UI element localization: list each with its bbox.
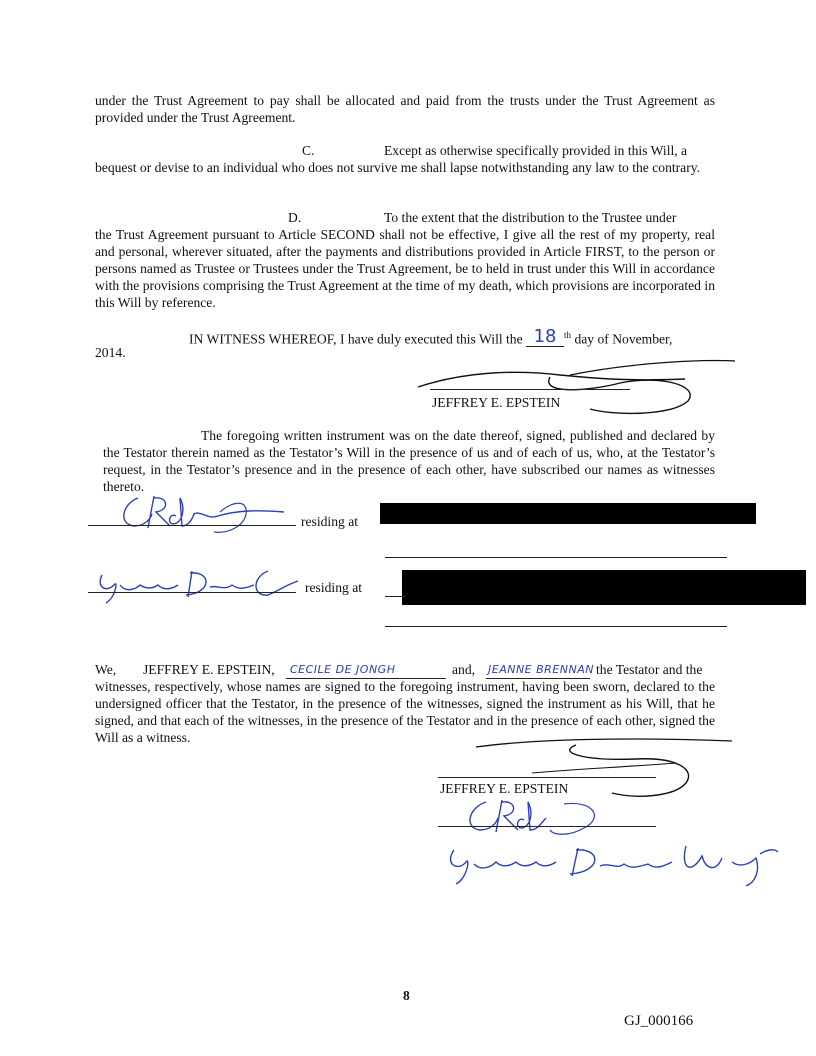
oath-we: We,: [95, 662, 117, 677]
witness-2-signature-line: [88, 592, 296, 593]
paragraph-d-first-line: To the extent that the distribution to the Trustee under: [384, 210, 677, 225]
paragraph-c-label: C.: [302, 143, 315, 158]
testator-signature-1: [400, 355, 740, 425]
residing-at-label-1: residing at: [301, 514, 359, 529]
oath-and: and,: [452, 662, 476, 677]
testator-name-1: JEFFREY E. EPSTEIN: [432, 395, 561, 410]
redacted-address-2: [402, 570, 806, 605]
witness-1-signature-line: [88, 525, 296, 526]
will-year: 2014.: [95, 345, 126, 360]
witness-2-signature-2: [440, 840, 780, 890]
oath-tail: the Testator and the: [596, 662, 703, 677]
witness-1-signature: [108, 490, 298, 540]
paragraph-c-first-line: Except as otherwise specifically provided in this Will, a: [384, 143, 688, 158]
bates-number: GJ_000166: [624, 1013, 694, 1029]
testator-signature-line-2: [438, 777, 656, 778]
residing-at-label-2: residing at: [305, 580, 363, 595]
address-line-2a: [385, 596, 405, 597]
testator-signature-line-1: [430, 389, 630, 390]
witness-signature-line-3: [438, 826, 656, 827]
paragraph-d-label: D.: [288, 210, 302, 225]
day-suffix: th: [564, 330, 572, 340]
page-number: 8: [403, 988, 410, 1003]
paragraph-trust-allocation: under the Trust Agreement to pay shall be allocated and paid from the trusts under the Trust Agreement as provided under the Trust Agreement.: [95, 93, 715, 125]
oath-testator-name: JEFFREY E. EPSTEIN,: [143, 662, 275, 677]
witness-1-signature-2: [454, 796, 644, 842]
witness-lead: IN WITNESS WHEREOF, I have duly executed this Will the: [189, 331, 523, 347]
address-line-1b: [385, 557, 727, 558]
redacted-address-1: [380, 503, 756, 524]
handwritten-witness-1-name: CECILE DE JONGH: [290, 663, 396, 676]
handwritten-witness-2-name: JEANNE BRENNAN: [488, 663, 594, 676]
testator-name-2: JEFFREY E. EPSTEIN: [440, 781, 569, 796]
paragraph-d-body: the Trust Agreement pursuant to Article SECOND shall not be effective, I give all the rest of my property, real and personal, wherever situated, after the payments and distributions provided in Article FIRST, to the person or persons named as Trustee or Trustees under the Trust Agreement, be to held in trust under this Will in accordance with the provisions comprising the Trust Agreement at the time of my death, which provisions are incorporated in this Will by reference.: [95, 227, 715, 310]
witness-tail: day of November,: [574, 331, 673, 347]
handwritten-day: 18: [533, 325, 557, 347]
witness-2-signature: [92, 563, 302, 609]
witness-clause: [189, 327, 672, 349]
oath-body: witnesses, respectively, whose names are signed to the foregoing instrument, having been sworn, declared to the undersigned officer that the Testator, in the presence of the witnesses, signed the instrument as his Will, that he signed, and that each of the witnesses, in the presence of the Testator and in the presence of each other, signed the Will as a witness.: [95, 679, 715, 745]
day-field: [526, 325, 564, 347]
attestation-clause: The foregoing written instrument was on the date thereof, signed, published and declared by the Testator therein named as the Testator’s Will in the presence of us and of each of us, who, at the Testator’s request, in the Testator’s presence and in the presence of each other, have subscribed our names as witnesses thereto.: [103, 428, 715, 494]
address-line-2b: [385, 626, 727, 627]
paragraph-c-body: bequest or devise to an individual who does not survive me shall lapse notwithstanding any law to the contrary.: [95, 160, 701, 175]
